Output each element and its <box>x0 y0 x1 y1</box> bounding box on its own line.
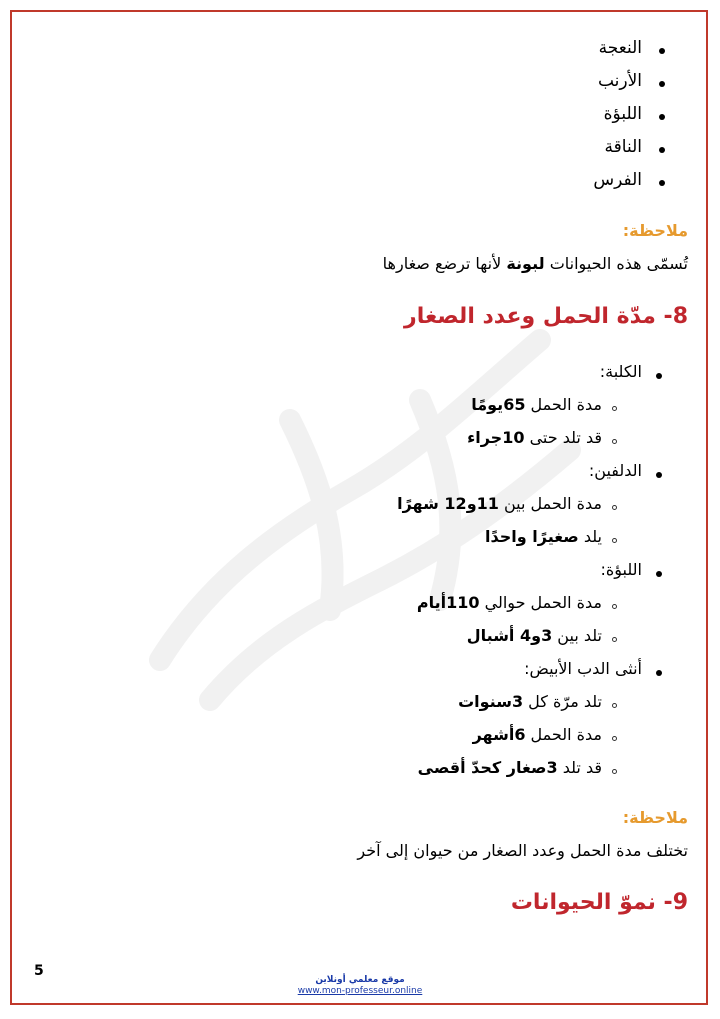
footer-link[interactable]: www.mon-professeur.online <box>297 986 423 996</box>
list-item: الأرنب <box>597 71 642 91</box>
circle-bullet-icon <box>612 604 617 609</box>
list-item: الفرس <box>593 170 642 190</box>
note-text: تُسمّى هذه الحيوانات لبونة لأنها ترضع صغارها <box>382 254 688 273</box>
note-label: ملاحظة: <box>622 221 688 240</box>
animal-name: اللبؤة: <box>600 560 642 579</box>
circle-bullet-icon <box>612 505 617 510</box>
detail-item: تلد بين 3و4 أشبال <box>466 626 602 645</box>
bullet-icon <box>659 81 665 87</box>
bullet-icon <box>659 48 665 54</box>
detail-item: مدة الحمل بين 11و12 شهرًا <box>397 494 602 513</box>
animal-name: أنثى الدب الأبيض: <box>524 659 642 678</box>
bullet-icon <box>659 147 665 153</box>
bullet-icon <box>656 373 662 379</box>
note-text: تختلف مدة الحمل وعدد الصغار من حيوان إلى آخر <box>357 841 688 860</box>
animal-name: الدلفين: <box>588 461 642 480</box>
list-item: الناقة <box>604 137 642 157</box>
bullet-icon <box>656 472 662 478</box>
circle-bullet-icon <box>612 538 617 543</box>
bullet-icon <box>656 670 662 676</box>
circle-bullet-icon <box>612 637 617 642</box>
bullet-icon <box>659 180 665 186</box>
section-heading: 8- مدّة الحمل وعدد الصغار <box>404 304 688 329</box>
circle-bullet-icon <box>612 769 617 774</box>
circle-bullet-icon <box>612 736 617 741</box>
note-label: ملاحظة: <box>622 808 688 827</box>
detail-item: قد تلد حتى 10جراء <box>467 428 602 447</box>
circle-bullet-icon <box>612 406 617 411</box>
list-item: اللبؤة <box>603 104 642 124</box>
animal-name: الكلبة: <box>599 362 642 381</box>
bullet-icon <box>659 114 665 120</box>
circle-bullet-icon <box>612 439 617 444</box>
circle-bullet-icon <box>612 703 617 708</box>
detail-item: يلد صغيرًا واحدًا <box>485 527 602 546</box>
section-heading: 9- نموّ الحيوانات <box>510 890 688 915</box>
footer-site-name: موقع معلمي أونلاين <box>315 975 405 985</box>
detail-item: مدة الحمل 6أشهر <box>472 725 602 744</box>
page-number: 5 <box>34 963 44 979</box>
detail-item: قد تلد 3صغار كحدّ أقصى <box>417 758 602 777</box>
detail-item: تلد مرّة كل 3سنوات <box>458 692 602 711</box>
bullet-icon <box>656 571 662 577</box>
footer <box>260 975 460 997</box>
detail-item: مدة الحمل 65يومًا <box>471 395 602 414</box>
list-item: النعجة <box>598 38 642 58</box>
detail-item: مدة الحمل حوالي 110أيام <box>416 593 602 612</box>
